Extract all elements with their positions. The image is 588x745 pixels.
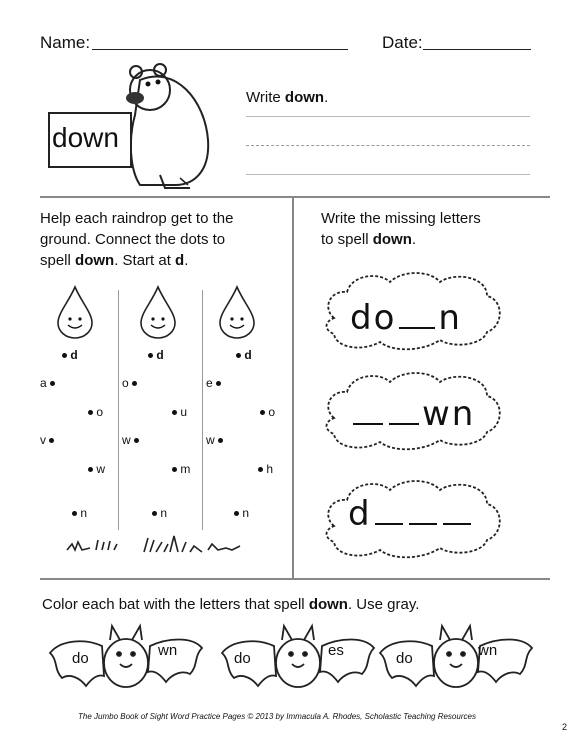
write-instruction-suffix: . (324, 89, 329, 106)
dot-item[interactable]: v (40, 433, 54, 447)
line3-word: down (75, 252, 115, 269)
cloud-3-text[interactable]: d (348, 494, 474, 534)
sign-word: down (52, 122, 119, 153)
dots-column-separator-2 (202, 290, 203, 530)
cloud-2-text[interactable]: wn (350, 394, 475, 434)
line2-prefix: to spell (321, 231, 373, 248)
line3-start: d (175, 252, 185, 269)
divider-bottom (40, 578, 550, 580)
dot-item[interactable]: m (172, 462, 190, 476)
page-number: 2 (562, 722, 568, 732)
line2-suffix: . (411, 231, 417, 248)
bat-2-right-letters: es (328, 642, 344, 659)
dot-item[interactable]: o (122, 376, 137, 390)
dot-item[interactable]: w (206, 433, 223, 447)
dot-item[interactable]: e (206, 376, 221, 390)
writing-line-mid[interactable] (246, 145, 530, 146)
grass-illustration (62, 530, 252, 555)
dot-item[interactable]: h (258, 462, 273, 476)
dot-item[interactable]: n (72, 506, 87, 520)
line2-word: down (372, 231, 412, 248)
dot-item[interactable]: a (40, 376, 55, 390)
dot-item[interactable]: w (122, 433, 139, 447)
dot-item[interactable]: o (260, 405, 275, 419)
bat-2-left-letters: do (234, 650, 251, 667)
footer-credit: The Jumbo Book of Sight Word Practice Pages © 2013 by Immacula A. Rhodes, Scholastic Teaching Resources (78, 712, 476, 721)
dot-item[interactable]: d (148, 348, 164, 362)
dot-item[interactable]: u (172, 405, 187, 419)
bat-1-left-letters: do (72, 650, 89, 667)
bat-instructions (42, 594, 419, 615)
write-instruction (246, 87, 328, 108)
missing-letters-line2 (321, 229, 481, 250)
connect-dots-instructions (40, 208, 233, 271)
bat-3-left-letters: do (396, 650, 413, 667)
line3-prefix: spell (40, 252, 76, 269)
name-label: Name: (40, 33, 91, 52)
raindrop-1 (58, 287, 92, 338)
writing-line-bottom[interactable] (246, 174, 530, 175)
name-line[interactable] (92, 49, 348, 50)
bat-instructions-prefix: Color each bat with the letters that spell (42, 596, 309, 613)
connect-dots-line1: Help each raindrop get to the (40, 210, 234, 227)
bats-group[interactable] (40, 618, 550, 703)
raindrops-group (50, 285, 280, 340)
line3-suffix: . (184, 252, 189, 269)
bat-instructions-word: down (308, 596, 348, 613)
divider-vertical (292, 196, 294, 578)
divider-top (40, 196, 550, 198)
dots-column-separator-1 (118, 290, 119, 530)
raindrop-3 (220, 287, 254, 338)
connect-dots-line2: ground. Connect the dots to (40, 231, 226, 248)
dot-item[interactable]: d (62, 348, 78, 362)
raindrop-2 (141, 287, 175, 338)
cloud-1-text[interactable]: do n (350, 298, 462, 338)
dot-item[interactable]: w (88, 462, 105, 476)
bat-3-right-letters: wn (478, 642, 498, 659)
writing-line-top[interactable] (246, 116, 530, 117)
date-label: Date: (382, 33, 423, 52)
dot-item[interactable]: d (236, 348, 252, 362)
line3-mid: . Start at (114, 252, 176, 269)
missing-letters-line1: Write the missing letters (321, 210, 481, 227)
write-instruction-prefix: Write (246, 89, 285, 106)
bat-1-right-letters: wn (158, 642, 178, 659)
missing-letters-instructions (321, 208, 481, 250)
dot-item[interactable]: n (234, 506, 249, 520)
bat-instructions-suffix: . Use gray. (347, 596, 420, 613)
date-line[interactable] (423, 49, 531, 50)
write-instruction-word: down (284, 89, 325, 106)
connect-dots-line3 (40, 250, 233, 271)
dot-item[interactable]: n (152, 506, 167, 520)
dot-item[interactable]: o (88, 405, 103, 419)
